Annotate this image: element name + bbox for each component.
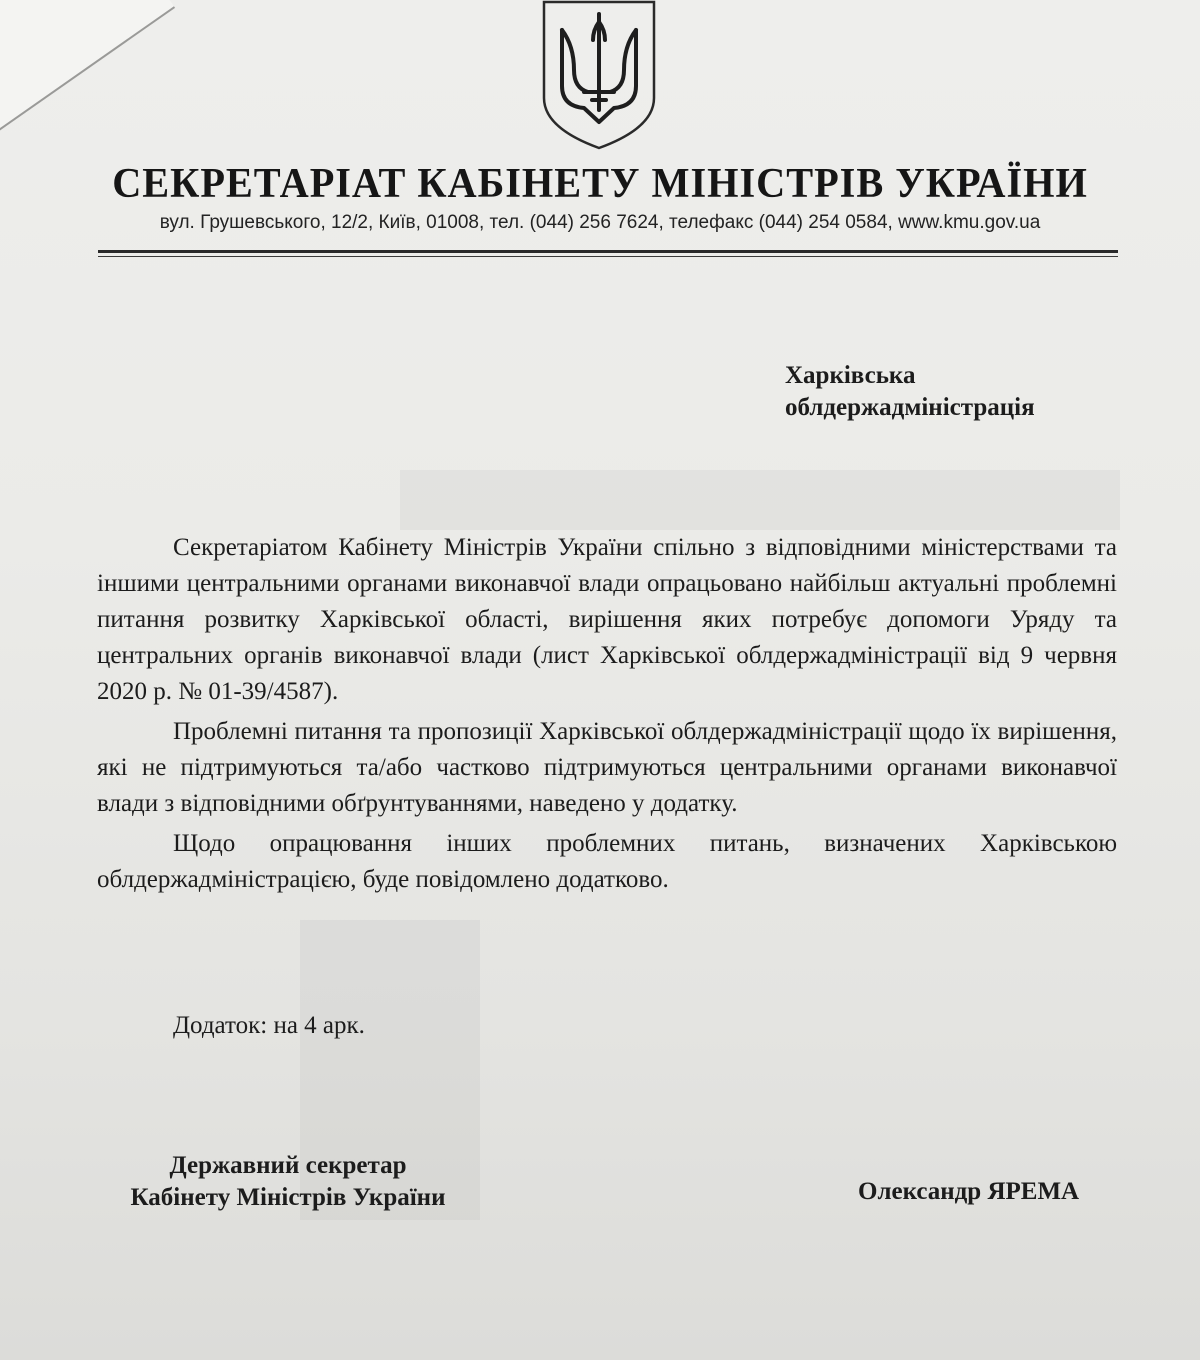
body-paragraph-3: Щодо опрацювання інших проблемних питань, визначених Харківською облдержадміністрацією, буде повідомлено додатково. (97, 830, 1117, 893)
recipient-line1: Харківська (785, 362, 916, 389)
organization-title: СЕКРЕТАРІАТ КАБІНЕТУ МІНІСТРІВ УКРАЇНИ (112, 161, 1088, 207)
signer-title-line1: Державний секретар (169, 1152, 407, 1179)
header-rule-thin (98, 256, 1118, 257)
body-paragraph-2: Проблемні питання та пропозиції Харківської облдержадміністрації щодо їх вирішення, які не підтримуються та/або частково підтримуються центральними органами виконавчої влади з відповідними обґрунтуваннями, наведено у додатку. (97, 718, 1117, 817)
organization-address: вул. Грушевського, 12/2, Київ, 01008, тел. (044) 256 7624, телефакс (044) 254 0584, www.kmu.gov.ua (159, 212, 1041, 233)
header-rule-thick (98, 250, 1118, 253)
signer-title-line2: Кабінету Міністрів України (130, 1184, 446, 1211)
letter-body (97, 530, 1117, 902)
show-through-shadow (400, 470, 1120, 530)
signer-name: Олександр ЯРЕМА (858, 1178, 1080, 1205)
recipient-block (785, 360, 1035, 424)
body-paragraph-1: Секретаріатом Кабінету Міністрів України спільно з відповідними міністерствами та іншими центральними органами виконавчої влади опрацьовано найбільш актуальні проблемні питання розвитку Харківської області, вирішення яких потребує допомоги Уряду та центральних органів виконавчої влади (лист Харківської облдержадміністрації від 9 червня 2020 р. № 01-39/4587). (97, 534, 1117, 705)
enclosure-note: Додаток: на 4 арк. (173, 1012, 365, 1039)
trident-emblem-icon (540, 0, 658, 150)
recipient-line2: облдержадміністрація (785, 394, 1035, 421)
folded-corner (0, 0, 175, 134)
signer-title (98, 1150, 478, 1214)
